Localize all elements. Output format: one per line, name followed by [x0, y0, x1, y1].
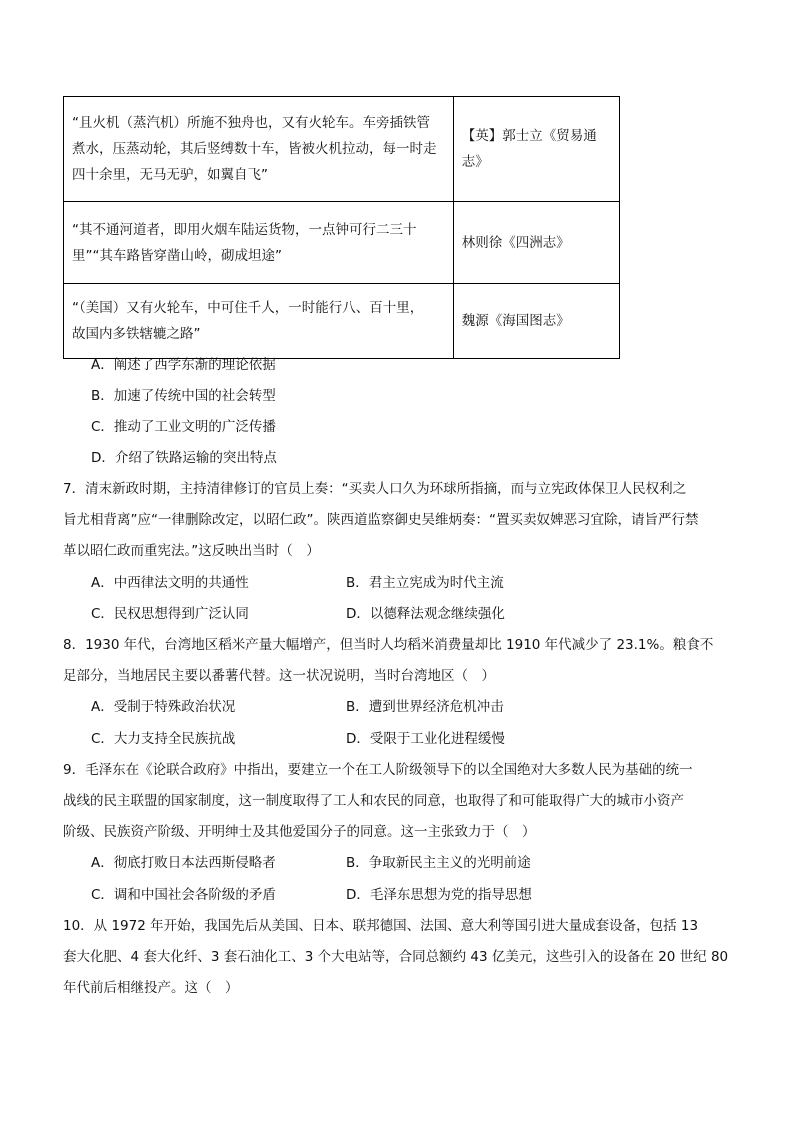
q10-stem-line: 套大化肥、4 套大化纤、3 套石油化工、3 个大电站等，合同总额约 43 亿美元，这些引入的设备在 20 世纪 80: [63, 949, 729, 965]
quote-line: “且火机（蒸汽机）所施不独舟也，又有火轮车。车旁插铁管: [72, 115, 430, 131]
table-row: [64, 284, 620, 359]
q7-option-d: D．以德释法观念继续强化: [346, 606, 505, 622]
q7-option-c: C．民权思想得到广泛认同: [91, 606, 249, 622]
q9-stem-line: 战线的民主联盟的国家制度，这一制度取得了工人和农民的同意，也取得了和可能取得广大的城市小资产: [63, 793, 684, 809]
q6-option-c: C．推动了工业文明的广泛传播: [91, 419, 276, 435]
q7-option-b: B．君主立宪成为时代主流: [346, 575, 504, 591]
quote-line: “其不通河道者，即用火烟车陆运货物，一点钟可行二三十: [72, 221, 417, 238]
quote-cell: [64, 202, 454, 284]
q8-stem-line: 足部分，当地居民主要以番薯代替。这一状况说明，当时台湾地区（ ）: [63, 668, 495, 684]
q8-stem-line: 8．1930 年代，台湾地区稻米产量大幅增产，但当时人均稻米消费量却比 1910 年代减少了 23.1%。粮食不: [63, 637, 714, 653]
q8-option-b: B．遭到世界经济危机冲击: [346, 699, 504, 715]
source-cell: 林则徐《四洲志》: [453, 202, 619, 284]
source-cell: 魏源《海国图志》: [453, 284, 619, 359]
q10-stem-line: 10．从 1972 年开始，我国先后从美国、日本、联邦德国、法国、意大利等国引进大量成套设备，包括 13: [63, 918, 699, 934]
quote-line: “（美国）又有火轮车，中可住千人，一时能行八、百十里，: [72, 300, 424, 316]
q8-option-c: C．大力支持全民族抗战: [91, 731, 236, 747]
source-cell: 【英】郭士立《贸易通志》: [453, 97, 619, 202]
source-table: [63, 96, 620, 359]
q9-option-a: A．彻底打败日本法西斯侵略者: [91, 855, 276, 871]
quote-line: 四十余里，无马无驴，如翼自飞”: [72, 167, 268, 183]
quote-line: 里”“其车路皆穿凿山岭，砌成坦途”: [72, 247, 282, 264]
q7-stem-line: 7．清末新政时期，主持清律修订的官员上奏：“买卖人口久为环球所指摘，而与立宪政体保卫人民权利之: [63, 481, 687, 497]
table-row: [64, 97, 620, 202]
q9-option-c: C．调和中国社会各阶级的矛盾: [91, 887, 276, 903]
quote-line: 煮水，压蒸动轮，其后竖缚数十车，皆被火机拉动，每一时走: [72, 141, 437, 157]
q9-stem-line: 阶级、民族资产阶级、开明绅士及其他爱国分子的同意。这一主张致力于（ ）: [63, 824, 536, 840]
q10-stem-line: 年代前后相继投产。这（ ）: [63, 980, 239, 996]
q7-stem-line: 革以昭仁政而重宪法。”这反映出当时（ ）: [63, 543, 320, 559]
q6-option-d: D．介绍了铁路运输的突出特点: [91, 450, 277, 466]
q7-option-a: A．中西律法文明的共通性: [91, 575, 249, 591]
q7-stem-line: 旨尤相背离”应“一律删除改定，以昭仁政”。陕西道监察御史吴维炳奏：“置买卖奴婢恶习宜除，请旨严行禁: [63, 512, 699, 528]
q8-option-d: D．受限于工业化进程缓慢: [346, 731, 505, 747]
q6-option-b: B．加速了传统中国的社会转型: [91, 388, 276, 404]
q9-option-b: B．争取新民主主义的光明前途: [346, 855, 531, 871]
quote-line: 故国内多铁辖辘之路”: [72, 326, 201, 342]
quote-cell: [64, 284, 454, 359]
q6-option-a: A．阐述了西学东渐的理论依据: [91, 357, 276, 373]
q9-stem-line: 9．毛泽东在《论联合政府》中指出，要建立一个在工人阶级领导下的以全国绝对大多数人民为基础的统一: [63, 762, 693, 778]
q8-option-a: A．受制于特殊政治状况: [91, 699, 236, 715]
q9-option-d: D．毛泽东思想为党的指导思想: [346, 887, 532, 903]
table-row: [64, 202, 620, 284]
quote-cell: [64, 97, 454, 202]
